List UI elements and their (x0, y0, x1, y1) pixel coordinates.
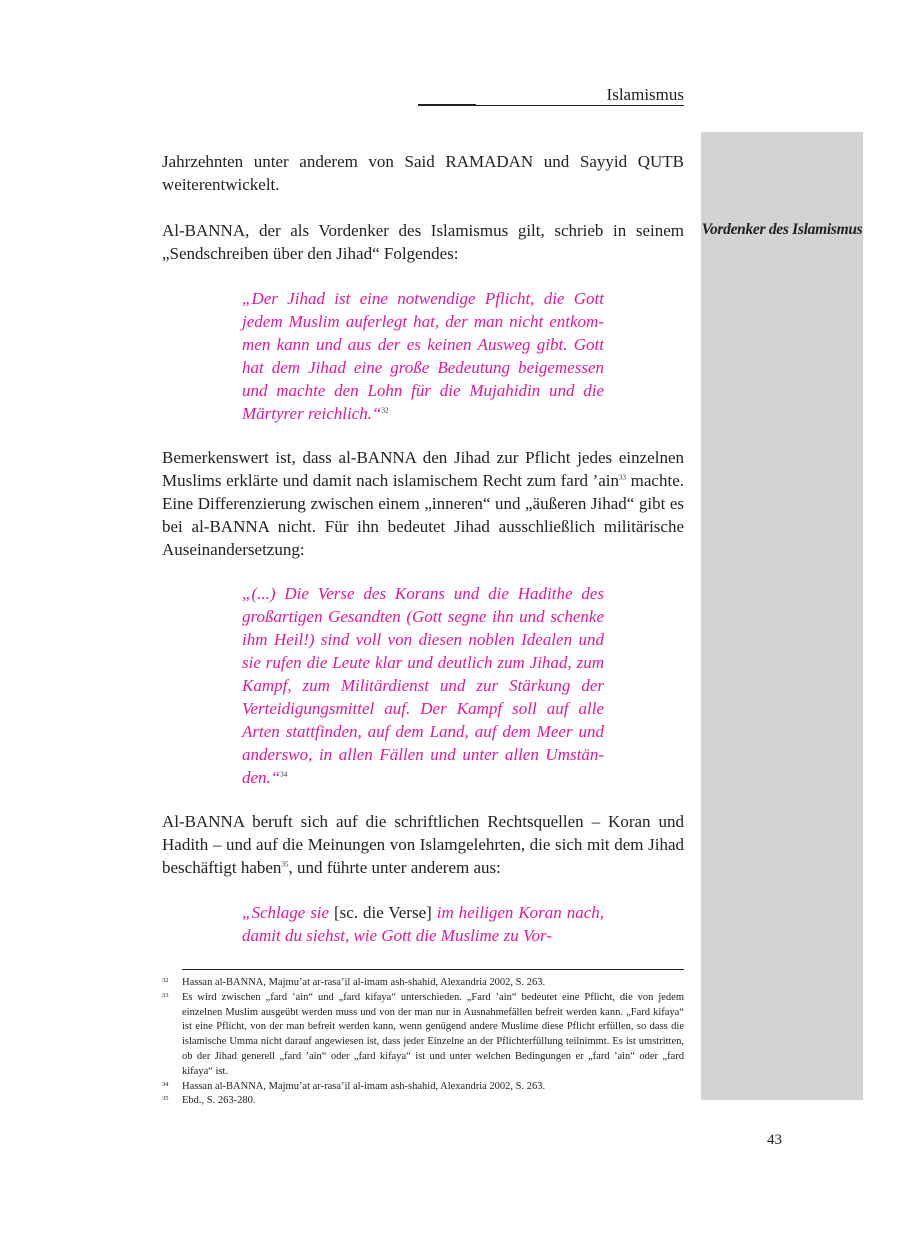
paragraph-4-text-a: Al-BANNA beruft sich auf die schriftlichen Rechtsquellen – Koran und Hadith – und auf die Meinungen von Islamgelehrten, die sich mit dem Jihad beschäftigt haben (162, 812, 684, 877)
footnote-number: 32 (162, 977, 169, 984)
paragraph-3 (162, 446, 684, 561)
paragraph-1: Jahrzehnten unter anderem von Said RAMADAN und Sayyid QUTB weiterentwickelt. (162, 152, 684, 194)
footnote-rule (182, 969, 684, 970)
footnote-text: Es wird zwischen „fard ’ain“ und „fard kifaya“ unterschieden. „Fard ’ain“ bedeutet eine Pflicht, die von jedem einzelnen Muslim ausgeübt werden muss und von der man nur in Ausnahmefällen befreit werden kann. „Fard kifaya“ ist eine Pflicht, von der man befreit werden kann, wenn genügend andere Muslime diese Pflicht erfüllen, so dass die islamische Umma nicht darauf angewiesen ist, dass jeder Einzelne an der Pflichterfüllung teilnimmt. Es ist umstritten, ob der Jihad generell „fard ’ain“ oder „fard kifaya“ ist und unter welchen Bedingungen er „fard ’ain“ oder „fard kifaya“ ist. (182, 991, 684, 1077)
editorial-insertion: [sc. die Verse] (334, 903, 432, 922)
footnotes (162, 976, 684, 1109)
footnote-text: Hassan al-BANNA, Majmu’at ar-rasa’il al-imam ash-shahid, Alexandria 2002, S. 263. (182, 977, 546, 988)
blockquote-3 (242, 901, 604, 947)
footnote-text: Ebd., S. 263-280. (182, 1095, 256, 1107)
footnote-ref-32[interactable]: 32 (381, 406, 389, 415)
running-head: Islamismus (606, 85, 684, 104)
footnote-34 (162, 1080, 684, 1095)
margin-note: Vordenker des Islamismus (701, 221, 863, 238)
blockquote-3-text-a: „Schlage sie (242, 903, 334, 922)
footnote-ref-35[interactable]: 35 (281, 860, 289, 869)
paragraph-2: Al-BANNA, der als Vordenker des Islamismus gilt, schrieb in seinem „Sendschreiben über den Jihad“ Folgendes: (162, 221, 684, 263)
footnote-number: 33 (162, 991, 169, 999)
footnote-number: 35 (162, 1095, 169, 1103)
paragraph-3-text-b: machte. Eine Differenzierung zwischen einem „inneren“ und „äußeren Jihad“ gibt es bei al-BANNA nicht. Für ihn bedeutet Jihad ausschließlich militärische Auseinandersetzung: (162, 471, 684, 559)
blockquote-1-text: „Der Jihad ist eine notwendige Pflicht, die Gott jedem Muslim auferlegt hat, der man nicht entkommen kann und aus der es keinen Ausweg gibt. Gott hat dem Jihad eine große Bedeutung beigemessen und machte den Lohn für die Mujahidin und die Märtyrer reichlich.“ (242, 289, 604, 423)
margin-sidebar (701, 132, 863, 1100)
header-rule (418, 105, 684, 106)
footnote-33 (162, 991, 684, 1080)
blockquote-3-text-b: im heiligen Koran nach, damit du siehst, wie Gott die Muslime zu Vor- (242, 903, 604, 945)
footnote-ref-34[interactable]: 34 (280, 770, 288, 779)
page-number: 43 (767, 1132, 782, 1148)
footnote-32 (162, 976, 684, 991)
footnote-number: 34 (162, 1080, 169, 1088)
paragraph-4-text-b: , und führte unter anderem aus: (288, 858, 501, 877)
footnote-ref-33[interactable]: 33 (619, 473, 627, 482)
footnote-35 (162, 1094, 684, 1109)
blockquote-2 (242, 582, 604, 789)
blockquote-1 (242, 287, 604, 425)
paragraph-3-text-a: Bemerkenswert ist, dass al-BANNA den Jihad zur Pflicht jedes einzelnen Muslims erklärte und damit nach islamischem Recht zum fard ’ain (162, 448, 684, 490)
paragraph-4 (162, 810, 684, 879)
footnote-text: Hassan al-BANNA, Majmu’at ar-rasa’il al-imam ash-shahid, Alexandria 2002, S. 263. (182, 1080, 546, 1092)
blockquote-2-text: „(...) Die Verse des Korans und die Hadithe des großartigen Gesandten (Gott segne ihn und schenke ihm Heil!) sind voll von diesen noblen Idealen und sie rufen die Leute klar und deutlich zum Jihad, zum Kampf, zum Militärdienst und zur Stärkung der Verteidigungsmittel auf. Der Kampf soll auf alle Arten stattfinden, auf dem Land, auf dem Meer und anderswo, in allen Fällen und unter allen Umständen.“ (242, 584, 604, 787)
